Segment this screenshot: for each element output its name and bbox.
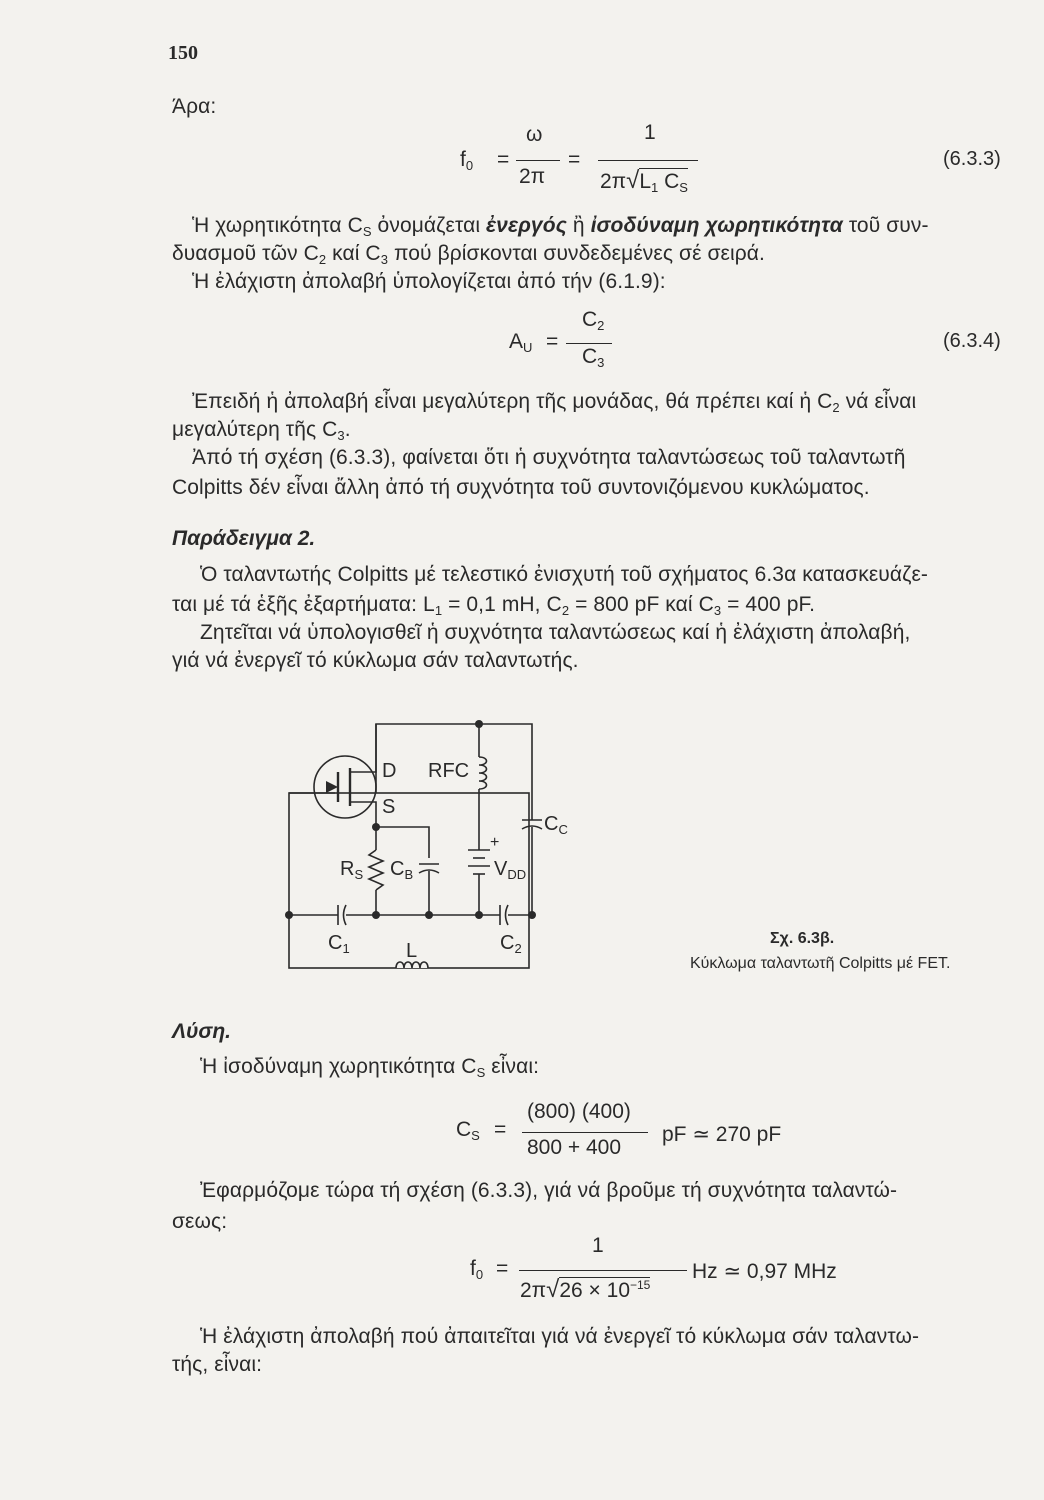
p3l1-b: νά εἶναι: [839, 390, 917, 413]
label-s: S: [382, 796, 396, 818]
solution-line3: σεως:: [172, 1210, 228, 1233]
soll1-b: εἶναι:: [485, 1055, 540, 1078]
para4-line1: Ἀπό τή σχέση (6.3.3), φαίνεται ὅτι ἡ συχνότητα ταλαντώσεως τοῦ ταλαντωτῆ: [192, 446, 906, 469]
eq1-sqrt-sign: √: [626, 167, 640, 194]
para4-line2: Colpitts δέν εἶναι ἄλλη ἀπό τή συχνότητα τοῦ συντονιζόμενου κυκλώματος.: [172, 476, 870, 499]
eq3-equals: =: [494, 1118, 507, 1141]
eq3-fraction-line: [522, 1132, 648, 1133]
label-c2-symbol: C: [500, 932, 515, 954]
solution-heading: Λύση.: [172, 1020, 232, 1043]
exl2-c: = 800 pF καί C: [569, 593, 714, 616]
junction-dot-vdd: [475, 911, 483, 919]
example-line1: Ὁ ταλαντωτής Colpitts μέ τελεστικό ἐνισχυτή τοῦ σχήματος 6.3α κατασκευάζε-: [200, 563, 929, 586]
fet-gate-arrow: [326, 781, 338, 793]
junction-dot-cb: [425, 911, 433, 919]
eq2-den: [582, 345, 604, 370]
label-c1-sub: 1: [342, 941, 350, 956]
eq4-rad-value: 26 × 10: [559, 1279, 630, 1302]
label-rs-symbol: R: [340, 858, 355, 880]
soll1-a: Ἡ ἰσοδύναμη χωρητικότητα C: [200, 1055, 477, 1078]
eq1-equals-1: =: [497, 148, 510, 171]
eq3-den: 800 + 400: [527, 1136, 622, 1159]
eq1-rad-c: C: [664, 170, 680, 193]
label-vdd: [494, 858, 526, 882]
eq3-rhs: pF ≃ 270 pF: [662, 1123, 782, 1146]
eq3-lhs: [456, 1118, 480, 1143]
fet-source-lead: [350, 802, 376, 827]
p3l2-a: μεγαλύτερη τῆς C: [172, 418, 338, 441]
label-c2: [500, 932, 522, 956]
p3l2-sub: 3: [337, 428, 345, 443]
eq1-den2: [600, 167, 688, 195]
label-cb-sub: B: [404, 867, 414, 882]
eq1-rad-c-sub: S: [679, 180, 688, 195]
eq4-rhs: Hz ≃ 0,97 MHz: [692, 1260, 837, 1283]
eq3-lhs-sub: S: [471, 1128, 480, 1143]
p1l1-b: ὀνομάζεται: [371, 214, 487, 237]
eq4-radicand: [559, 1277, 650, 1302]
solution-line4: Ἡ ἐλάχιστη ἀπολαβή πού ἀπαιτεῖται γιά νά ἐνεργεῖ τό κύκλωμα σάν ταλαντω-: [200, 1325, 920, 1348]
fet-drain-lead: [350, 724, 376, 772]
eq2-lhs: [509, 330, 532, 355]
para3-line2: [172, 418, 351, 443]
example-line2: [172, 593, 815, 618]
junction-dot-rs: [372, 911, 380, 919]
eq4-num: 1: [592, 1234, 604, 1257]
solution-line5: τής, εἶναι:: [172, 1353, 263, 1376]
c2-plate-2: [506, 905, 509, 925]
eq1-lhs: [460, 148, 473, 173]
label-plus: +: [490, 834, 500, 851]
eq4-den: [520, 1276, 650, 1304]
p1l1-d: τοῦ συν-: [842, 214, 929, 237]
eq2-den-sub: 3: [597, 355, 605, 370]
eq1-lhs-symbol: f: [460, 148, 466, 171]
top-right-wire: [479, 724, 532, 800]
example-line4: γιά νά ἐνεργεῖ τό κύκλωμα σάν ταλαντωτής.: [172, 649, 579, 672]
eq2-lhs-symbol: A: [509, 330, 524, 353]
label-cb-symbol: C: [390, 858, 405, 880]
rs-resistor: [369, 850, 383, 890]
eq2-number: (6.3.4): [943, 330, 1001, 352]
p3l1-sub: 2: [832, 400, 840, 415]
label-vdd-sub: DD: [507, 867, 527, 882]
p1l1-c: ἢ: [566, 214, 591, 237]
eq2-num-sub: 2: [597, 318, 605, 333]
label-cb: [390, 858, 413, 882]
eq3-lhs-symbol: C: [456, 1118, 472, 1141]
p1l1-em2: ἰσοδύναμη χωρητικότητα: [590, 214, 843, 237]
page-number: 150: [168, 42, 198, 64]
solution-line2: Ἐφαρμόζομε τώρα τή σχέση (6.3.3), γιά νά βροῦμε τή συχνότητα ταλαντώ-: [200, 1179, 898, 1202]
eq2-num: [582, 308, 604, 333]
label-c1-symbol: C: [328, 932, 343, 954]
p1l2-c: πού βρίσκονται συνδεδεμένες σέ σειρά.: [388, 242, 765, 265]
label-rfc: RFC: [428, 760, 470, 782]
eq1-rad-l: L: [639, 170, 652, 193]
para1-line2: [172, 242, 765, 267]
c1-plate-2: [344, 905, 347, 925]
example-line3: Ζητεῖται νά ὑπολογισθεῖ ἡ συχνότητα ταλαντώσεως καί ἡ ἐλάχιστη ἀπολαβή,: [200, 621, 911, 644]
p1l2-a: δυασμοῦ τῶν C: [172, 242, 319, 265]
p1l2-sub1: 2: [318, 252, 327, 267]
eq4-lhs-symbol: f: [470, 1257, 476, 1280]
soll1-sub: S: [476, 1065, 486, 1080]
label-cc-sub: C: [558, 822, 568, 837]
exl2-sub2: 2: [561, 603, 570, 618]
eq4-lhs: [470, 1257, 483, 1282]
eq2-den-symbol: C: [582, 345, 598, 368]
exl2-sub1: 1: [434, 603, 443, 618]
eq1-number: (6.3.3): [943, 148, 1001, 170]
p1l1-sub: S: [362, 224, 372, 239]
p1l2-sub2: 3: [380, 252, 389, 267]
eq4-den-pre: 2π: [520, 1279, 547, 1302]
eq1-radicand: [639, 168, 688, 193]
label-rs: [340, 858, 363, 882]
exl2-d: = 400 pF.: [721, 593, 816, 616]
eq1-den2-pre: 2π: [600, 170, 627, 193]
junction-dot-top: [475, 720, 483, 728]
eq1-equals-2: =: [568, 148, 581, 171]
eq2-num-symbol: C: [582, 308, 598, 331]
rfc-coil: [479, 757, 487, 789]
fet-circle: [314, 756, 376, 818]
eq4-fraction-line: [519, 1270, 687, 1271]
label-vdd-symbol: V: [494, 858, 508, 880]
eq1-lhs-sub: 0: [465, 158, 474, 173]
cc-plate-2: [522, 826, 542, 829]
exl2-b: = 0,1 mH, C: [442, 593, 562, 616]
label-l: L: [406, 940, 418, 962]
p1l2-b: καί C: [326, 242, 381, 265]
eq4-rad-sup: −15: [630, 1278, 651, 1292]
junction-dot-right: [528, 911, 536, 919]
eq1-den1: 2π: [519, 165, 546, 188]
p3l1-a: Ἐπειδή ἡ ἀπολαβή εἶναι μεγαλύτερη τῆς μονάδας, θά πρέπει καί ἡ C: [192, 390, 833, 413]
para3-line1: [192, 390, 916, 415]
figure-caption-title: Σχ. 6.3β.: [770, 930, 835, 947]
label-c1: [328, 932, 350, 956]
exl2-sub3: 3: [713, 603, 722, 618]
p1l1-a: Ἡ χωρητικότητα C: [192, 214, 363, 237]
para2-line1: Ἡ ἐλάχιστη ἀπολαβή ὑπολογίζεται ἀπό τήν (6.1.9):: [192, 270, 666, 293]
eq1-num2: 1: [644, 121, 656, 144]
solution-line1: [200, 1055, 539, 1080]
cb-plate-2: [419, 870, 439, 873]
figure-caption-text: Κύκλωμα ταλαντωτῆ Colpitts μέ FET.: [690, 955, 951, 972]
label-d: D: [382, 760, 397, 782]
p1l1-em1: ἐνεργός: [486, 214, 567, 237]
eq4-lhs-sub: 0: [475, 1267, 484, 1282]
label-cc: [544, 813, 568, 837]
eq1-rad-l-sub: 1: [651, 180, 659, 195]
intro-text: Άρα:: [172, 95, 217, 118]
junction-dot-left: [285, 911, 293, 919]
eq1-num1: ω: [526, 123, 543, 146]
junction-dot-source: [372, 823, 380, 831]
exl2-a: ται μέ τά ἑξῆς ἐξαρτήματα: L: [172, 593, 435, 616]
label-rs-sub: S: [354, 867, 364, 882]
para1-line1: [192, 214, 929, 239]
eq2-equals: =: [546, 330, 559, 353]
p3l2-b: .: [344, 418, 351, 441]
eq3-num: (800) (400): [527, 1100, 631, 1123]
eq2-fraction-line: [566, 343, 612, 344]
source-to-cb-wire: [376, 827, 429, 858]
eq4-equals: =: [496, 1257, 509, 1280]
label-cc-symbol: C: [544, 813, 559, 835]
eq1-fraction-line-2: [598, 160, 698, 161]
eq4-sqrt-sign: √: [546, 1276, 560, 1303]
label-c2-sub: 2: [514, 941, 522, 956]
eq2-lhs-sub: U: [523, 340, 533, 355]
eq1-fraction-line-1: [516, 160, 560, 161]
example-heading: Παράδειγμα 2.: [172, 527, 316, 550]
